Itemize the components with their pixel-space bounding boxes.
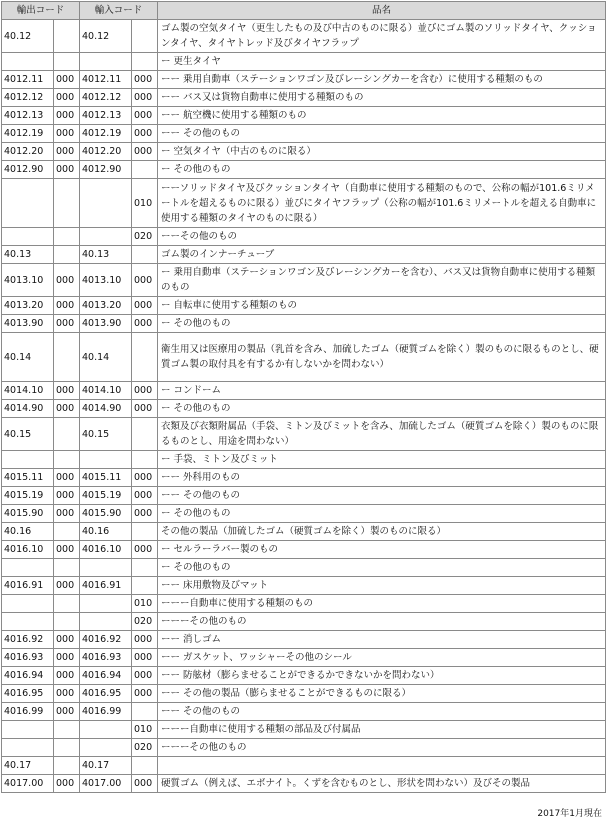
export-sub-code: 000 bbox=[54, 541, 80, 559]
import-sub-code: 000 bbox=[132, 505, 158, 523]
export-sub-code: 000 bbox=[54, 315, 80, 333]
import-code bbox=[80, 179, 132, 228]
export-sub-code: 000 bbox=[54, 264, 80, 297]
export-code bbox=[2, 559, 54, 577]
import-sub-code: 020 bbox=[132, 228, 158, 246]
export-sub-code: 000 bbox=[54, 487, 80, 505]
export-code: 4016.99 bbox=[2, 703, 54, 721]
table-row bbox=[2, 757, 606, 775]
import-sub-code: 010 bbox=[132, 179, 158, 228]
import-code bbox=[80, 559, 132, 577]
as-of-date: 2017年1月現在 bbox=[537, 809, 602, 819]
import-sub-code: 010 bbox=[132, 721, 158, 739]
item-description bbox=[158, 757, 606, 775]
item-description: ーー 外科用のもの bbox=[158, 469, 606, 487]
table-row bbox=[2, 649, 606, 667]
import-code: 4015.19 bbox=[80, 487, 132, 505]
table-row bbox=[2, 400, 606, 418]
import-sub-code bbox=[132, 246, 158, 264]
item-description: ー セルラーラバー製のもの bbox=[158, 541, 606, 559]
table-row bbox=[2, 451, 606, 469]
import-code bbox=[80, 739, 132, 757]
export-sub-code bbox=[54, 559, 80, 577]
table-row bbox=[2, 487, 606, 505]
import-code: 40.16 bbox=[80, 523, 132, 541]
import-sub-code: 000 bbox=[132, 297, 158, 315]
tariff-code-table bbox=[1, 1, 606, 793]
import-code bbox=[80, 53, 132, 71]
item-description: ー 空気タイヤ（中古のものに限る） bbox=[158, 143, 606, 161]
import-sub-code bbox=[132, 757, 158, 775]
import-sub-code: 000 bbox=[132, 541, 158, 559]
item-description: ーー 乗用自動車（ステーションワゴン及びレーシングカーを含む）に使用する種類のもの bbox=[158, 71, 606, 89]
table-row bbox=[2, 143, 606, 161]
item-description: ーーーその他のもの bbox=[158, 613, 606, 631]
export-sub-code: 000 bbox=[54, 297, 80, 315]
export-sub-code bbox=[54, 179, 80, 228]
export-sub-code bbox=[54, 523, 80, 541]
export-code-header: 輸出コード bbox=[2, 2, 80, 20]
export-code: 4012.90 bbox=[2, 161, 54, 179]
export-code: 4012.19 bbox=[2, 125, 54, 143]
import-code: 4012.19 bbox=[80, 125, 132, 143]
export-sub-code: 000 bbox=[54, 775, 80, 793]
import-code-header: 輸入コード bbox=[80, 2, 158, 20]
item-description: ーー 床用敷物及びマット bbox=[158, 577, 606, 595]
import-sub-code: 000 bbox=[132, 775, 158, 793]
import-code: 40.13 bbox=[80, 246, 132, 264]
item-description: ーー その他の製品（膨らませることができるものに限る） bbox=[158, 685, 606, 703]
table-row bbox=[2, 125, 606, 143]
description-header: 品名 bbox=[158, 2, 606, 20]
item-description: ー その他のもの bbox=[158, 559, 606, 577]
export-code bbox=[2, 721, 54, 739]
export-sub-code bbox=[54, 418, 80, 451]
import-sub-code bbox=[132, 577, 158, 595]
import-code: 40.15 bbox=[80, 418, 132, 451]
table-row bbox=[2, 469, 606, 487]
import-code bbox=[80, 451, 132, 469]
export-code: 4014.90 bbox=[2, 400, 54, 418]
import-sub-code: 000 bbox=[132, 71, 158, 89]
export-code: 40.15 bbox=[2, 418, 54, 451]
export-code: 4015.19 bbox=[2, 487, 54, 505]
export-sub-code: 000 bbox=[54, 685, 80, 703]
export-sub-code bbox=[54, 333, 80, 382]
item-description: ー その他のもの bbox=[158, 161, 606, 179]
export-code: 40.17 bbox=[2, 757, 54, 775]
item-description: 硬質ゴム（例えば、エボナイト。くずを含むものとし、形状を問わない）及びその製品 bbox=[158, 775, 606, 793]
table-row bbox=[2, 631, 606, 649]
import-code: 4014.90 bbox=[80, 400, 132, 418]
export-code: 4013.20 bbox=[2, 297, 54, 315]
table-row bbox=[2, 595, 606, 613]
import-sub-code: 000 bbox=[132, 125, 158, 143]
item-description: ー その他のもの bbox=[158, 505, 606, 523]
import-sub-code: 020 bbox=[132, 739, 158, 757]
item-description: ー その他のもの bbox=[158, 400, 606, 418]
table-row bbox=[2, 418, 606, 451]
table-row bbox=[2, 382, 606, 400]
import-sub-code bbox=[132, 161, 158, 179]
export-sub-code: 000 bbox=[54, 631, 80, 649]
import-sub-code bbox=[132, 523, 158, 541]
import-sub-code: 000 bbox=[132, 143, 158, 161]
import-sub-code bbox=[132, 559, 158, 577]
item-description: ーー その他のもの bbox=[158, 703, 606, 721]
export-code: 4015.11 bbox=[2, 469, 54, 487]
table-row bbox=[2, 523, 606, 541]
import-code bbox=[80, 228, 132, 246]
export-sub-code: 000 bbox=[54, 400, 80, 418]
item-description: ーー その他のもの bbox=[158, 125, 606, 143]
export-code: 4012.20 bbox=[2, 143, 54, 161]
item-description: ーー その他のもの bbox=[158, 487, 606, 505]
import-sub-code: 020 bbox=[132, 613, 158, 631]
table-row bbox=[2, 161, 606, 179]
import-sub-code: 000 bbox=[132, 667, 158, 685]
item-description: ーーー自動車に使用する種類の部品及び付属品 bbox=[158, 721, 606, 739]
import-code: 4016.95 bbox=[80, 685, 132, 703]
import-sub-code: 000 bbox=[132, 89, 158, 107]
import-sub-code bbox=[132, 20, 158, 53]
export-sub-code: 000 bbox=[54, 469, 80, 487]
table-row bbox=[2, 541, 606, 559]
table-header-row bbox=[2, 2, 606, 20]
item-description: その他の製品（加硫したゴム（硬質ゴムを除く）製のものに限る） bbox=[158, 523, 606, 541]
import-sub-code: 000 bbox=[132, 487, 158, 505]
table-row bbox=[2, 107, 606, 125]
table-row bbox=[2, 775, 606, 793]
item-description: ー 更生タイヤ bbox=[158, 53, 606, 71]
export-code: 4016.94 bbox=[2, 667, 54, 685]
export-sub-code: 000 bbox=[54, 107, 80, 125]
item-description: 衛生用又は医療用の製品（乳首を含み、加硫したゴム（硬質ゴムを除く）製のものに限るものとし、硬質ゴム製の取付具を有するか有しないかを問わない） bbox=[158, 333, 606, 382]
import-code: 4012.90 bbox=[80, 161, 132, 179]
item-description: ー 手袋、ミトン及びミット bbox=[158, 451, 606, 469]
item-description: ゴム製の空気タイヤ（更生したもの及び中古のものに限る）並びにゴム製のソリッドタイヤ、クッションタイヤ、タイヤトレッド及びタイヤフラップ bbox=[158, 20, 606, 53]
import-code: 4016.94 bbox=[80, 667, 132, 685]
item-description: ーーーその他のもの bbox=[158, 739, 606, 757]
table-row bbox=[2, 721, 606, 739]
export-sub-code: 000 bbox=[54, 125, 80, 143]
import-code: 40.14 bbox=[80, 333, 132, 382]
table-row bbox=[2, 315, 606, 333]
export-sub-code bbox=[54, 613, 80, 631]
export-sub-code: 000 bbox=[54, 382, 80, 400]
import-sub-code bbox=[132, 703, 158, 721]
table-row bbox=[2, 559, 606, 577]
item-description: ーー 航空機に使用する種類のもの bbox=[158, 107, 606, 125]
export-sub-code bbox=[54, 595, 80, 613]
item-description: ーー 防舷材（膨らませることができるかできないかを問わない） bbox=[158, 667, 606, 685]
table-row bbox=[2, 577, 606, 595]
import-sub-code: 010 bbox=[132, 595, 158, 613]
export-code: 4016.95 bbox=[2, 685, 54, 703]
export-code: 40.12 bbox=[2, 20, 54, 53]
export-code: 40.13 bbox=[2, 246, 54, 264]
export-code: 4014.10 bbox=[2, 382, 54, 400]
table-body bbox=[2, 20, 606, 793]
export-code bbox=[2, 179, 54, 228]
import-code: 4016.92 bbox=[80, 631, 132, 649]
export-sub-code bbox=[54, 246, 80, 264]
export-sub-code: 000 bbox=[54, 89, 80, 107]
import-code: 4016.99 bbox=[80, 703, 132, 721]
table-row bbox=[2, 179, 606, 228]
export-code: 4015.90 bbox=[2, 505, 54, 523]
table-row bbox=[2, 667, 606, 685]
item-description: ー 乗用自動車（ステーションワゴン及びレーシングカーを含む）、バス又は貨物自動車に使用する種類のもの bbox=[158, 264, 606, 297]
item-description: ーー 消しゴム bbox=[158, 631, 606, 649]
item-description: ゴム製のインナーチューブ bbox=[158, 246, 606, 264]
import-code bbox=[80, 721, 132, 739]
import-code: 4012.11 bbox=[80, 71, 132, 89]
import-sub-code bbox=[132, 451, 158, 469]
table-row bbox=[2, 739, 606, 757]
item-description: ーーー自動車に使用する種類のもの bbox=[158, 595, 606, 613]
export-code bbox=[2, 613, 54, 631]
export-sub-code: 000 bbox=[54, 577, 80, 595]
import-code: 4016.93 bbox=[80, 649, 132, 667]
export-sub-code bbox=[54, 20, 80, 53]
table-row bbox=[2, 246, 606, 264]
item-description: ー 自転車に使用する種類のもの bbox=[158, 297, 606, 315]
import-sub-code: 000 bbox=[132, 685, 158, 703]
item-description: ーーその他のもの bbox=[158, 228, 606, 246]
import-code: 4016.91 bbox=[80, 577, 132, 595]
item-description: ーー ガスケット、ワッシャーその他のシール bbox=[158, 649, 606, 667]
export-code: 40.16 bbox=[2, 523, 54, 541]
export-code bbox=[2, 451, 54, 469]
import-sub-code bbox=[132, 333, 158, 382]
export-code bbox=[2, 53, 54, 71]
export-code: 4016.92 bbox=[2, 631, 54, 649]
import-sub-code: 000 bbox=[132, 315, 158, 333]
item-description: ー コンドーム bbox=[158, 382, 606, 400]
import-code: 4015.90 bbox=[80, 505, 132, 523]
import-code: 4012.12 bbox=[80, 89, 132, 107]
table-row bbox=[2, 71, 606, 89]
import-sub-code: 000 bbox=[132, 400, 158, 418]
import-code: 40.12 bbox=[80, 20, 132, 53]
import-code: 4012.20 bbox=[80, 143, 132, 161]
import-code: 4013.20 bbox=[80, 297, 132, 315]
export-code: 4012.12 bbox=[2, 89, 54, 107]
export-code: 4012.13 bbox=[2, 107, 54, 125]
import-sub-code: 000 bbox=[132, 382, 158, 400]
export-sub-code bbox=[54, 53, 80, 71]
item-description: ーー バス又は貨物自動車に使用する種類のもの bbox=[158, 89, 606, 107]
table-row bbox=[2, 228, 606, 246]
table-row bbox=[2, 89, 606, 107]
export-code: 4016.10 bbox=[2, 541, 54, 559]
import-code: 4014.10 bbox=[80, 382, 132, 400]
import-code: 40.17 bbox=[80, 757, 132, 775]
table-row bbox=[2, 333, 606, 382]
export-sub-code bbox=[54, 451, 80, 469]
export-sub-code bbox=[54, 228, 80, 246]
import-sub-code bbox=[132, 53, 158, 71]
item-description: 衣類及び衣類附属品（手袋、ミトン及びミットを含み、加硫したゴム（硬質ゴムを除く）製のものに限るものとし、用途を問わない） bbox=[158, 418, 606, 451]
table-row bbox=[2, 297, 606, 315]
export-sub-code: 000 bbox=[54, 71, 80, 89]
import-code bbox=[80, 595, 132, 613]
table-row bbox=[2, 53, 606, 71]
import-code: 4015.11 bbox=[80, 469, 132, 487]
import-sub-code: 000 bbox=[132, 649, 158, 667]
item-description: ーーソリッドタイヤ及びクッションタイヤ（自動車に使用する種類のもので、公称の幅が101.6ミリメートルを超えるものに限る）並びにタイヤフラップ（公称の幅が101.6ミリメートルを超える自動車に使用する種類のタイヤのものに限る） bbox=[158, 179, 606, 228]
export-sub-code bbox=[54, 721, 80, 739]
export-code: 4017.00 bbox=[2, 775, 54, 793]
import-code: 4017.00 bbox=[80, 775, 132, 793]
export-sub-code: 000 bbox=[54, 667, 80, 685]
export-sub-code: 000 bbox=[54, 505, 80, 523]
table-row bbox=[2, 703, 606, 721]
import-sub-code: 000 bbox=[132, 107, 158, 125]
export-code: 4016.93 bbox=[2, 649, 54, 667]
table-row bbox=[2, 264, 606, 297]
export-code: 4013.10 bbox=[2, 264, 54, 297]
export-code: 40.14 bbox=[2, 333, 54, 382]
import-sub-code: 000 bbox=[132, 469, 158, 487]
import-code: 4012.13 bbox=[80, 107, 132, 125]
export-code bbox=[2, 739, 54, 757]
export-sub-code bbox=[54, 757, 80, 775]
import-code: 4013.90 bbox=[80, 315, 132, 333]
export-sub-code: 000 bbox=[54, 143, 80, 161]
export-sub-code: 000 bbox=[54, 649, 80, 667]
table-row bbox=[2, 685, 606, 703]
import-sub-code: 000 bbox=[132, 264, 158, 297]
import-code bbox=[80, 613, 132, 631]
export-code bbox=[2, 595, 54, 613]
import-code: 4013.10 bbox=[80, 264, 132, 297]
table-row bbox=[2, 20, 606, 53]
export-sub-code bbox=[54, 739, 80, 757]
export-sub-code: 000 bbox=[54, 703, 80, 721]
export-sub-code: 000 bbox=[54, 161, 80, 179]
table-row bbox=[2, 505, 606, 523]
import-code: 4016.10 bbox=[80, 541, 132, 559]
export-code: 4012.11 bbox=[2, 71, 54, 89]
import-sub-code: 000 bbox=[132, 631, 158, 649]
table-row bbox=[2, 613, 606, 631]
export-code: 4016.91 bbox=[2, 577, 54, 595]
import-sub-code bbox=[132, 418, 158, 451]
export-code: 4013.90 bbox=[2, 315, 54, 333]
export-code bbox=[2, 228, 54, 246]
item-description: ー その他のもの bbox=[158, 315, 606, 333]
